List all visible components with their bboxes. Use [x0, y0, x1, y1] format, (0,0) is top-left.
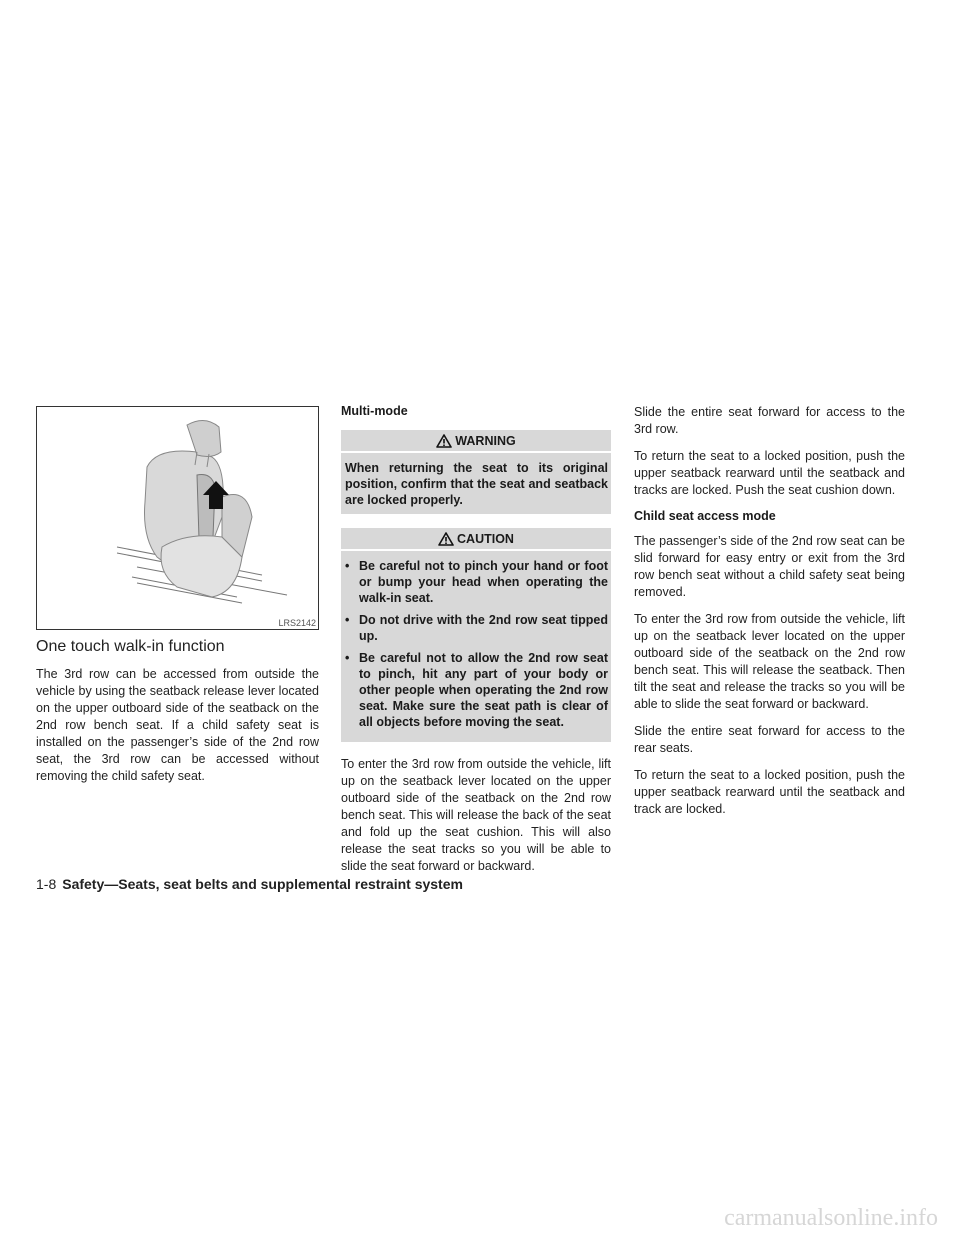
- paragraph: To return the seat to a locked position, push the upper seatback rearward until the seatback and track are locked.: [634, 768, 905, 816]
- seat-drawing: [37, 407, 318, 629]
- caution-header: [341, 528, 611, 551]
- watermark: carmanualsonline.info: [724, 1205, 938, 1231]
- paragraph: To enter the 3rd row from outside the vehicle, lift up on the seatback lever located on the upper outboard side of the seatback on the 2nd row bench seat. This will release the seatback. Then tilt the seat and release the tracks so you will be able to slide the seat forward or backward.: [634, 612, 905, 711]
- caution-label: CAUTION: [457, 532, 514, 546]
- caution-item: • Be careful not to pinch your hand or foot or bump your head when operating the walk-in seat.: [345, 559, 608, 605]
- paragraph: The 3rd row can be accessed from outside the vehicle by using the seatback release lever located on the upper outboard side of the seatback on the 2nd row bench seat. If a child safety seat is installed on the passenger’s side of the 2nd row seat, the 3rd row can be accessed without removing the child safety seat.: [36, 667, 319, 783]
- column-2: [341, 404, 611, 885]
- paragraph: Slide the entire seat forward for access to the 3rd row.: [634, 405, 905, 436]
- page-number: 1-8: [36, 876, 57, 892]
- column-1: [36, 406, 319, 795]
- column-3: [634, 404, 905, 828]
- paragraph: To return the seat to a locked position, push the upper seatback rearward until the seatback and tracks are locked. Push the seat cushion down.: [634, 449, 905, 497]
- seat-illustration: [36, 406, 319, 630]
- subheading-child-seat-access: Child seat access mode: [634, 509, 776, 523]
- paragraph: The passenger’s side of the 2nd row seat can be slid forward for easy entry or exit from the 3rd row bench seat without a child safety seat being removed.: [634, 534, 905, 599]
- caution-item: • Do not drive with the 2nd row seat tipped up.: [345, 613, 608, 643]
- warning-triangle-icon: [436, 434, 452, 448]
- caution-triangle-icon: [438, 532, 454, 546]
- warning-label: WARNING: [455, 434, 516, 448]
- chapter-title: Safety—Seats, seat belts and supplemental restraint system: [62, 876, 463, 892]
- caution-item: • Be careful not to allow the 2nd row seat to pinch, hit any part of your body or other people when operating the 2nd row seat. Make sure the seat path is clear of all objects before moving the seat.: [345, 651, 608, 729]
- caution-list: [345, 558, 608, 730]
- warning-text: When returning the seat to its original position, confirm that the seat and seatback are locked properly.: [345, 461, 608, 507]
- page-footer: [36, 876, 463, 892]
- warning-box: [341, 430, 611, 514]
- paragraph: To enter the 3rd row from outside the vehicle, lift up on the seatback lever located on the upper outboard side of the seatback on the 2nd row bench seat. This will release the back of the seat and fold up the seat cushion. This will also release the seat tracks so you will be able to slide the seat forward or backward.: [341, 757, 611, 873]
- paragraph: Slide the entire seat forward for access to the rear seats.: [634, 724, 905, 755]
- caution-box: [341, 528, 611, 742]
- subheading-multi-mode: Multi-mode: [341, 404, 408, 418]
- section-heading: One touch walk-in function: [36, 638, 225, 655]
- warning-header: [341, 430, 611, 453]
- figure-code: LRS2142: [278, 618, 316, 628]
